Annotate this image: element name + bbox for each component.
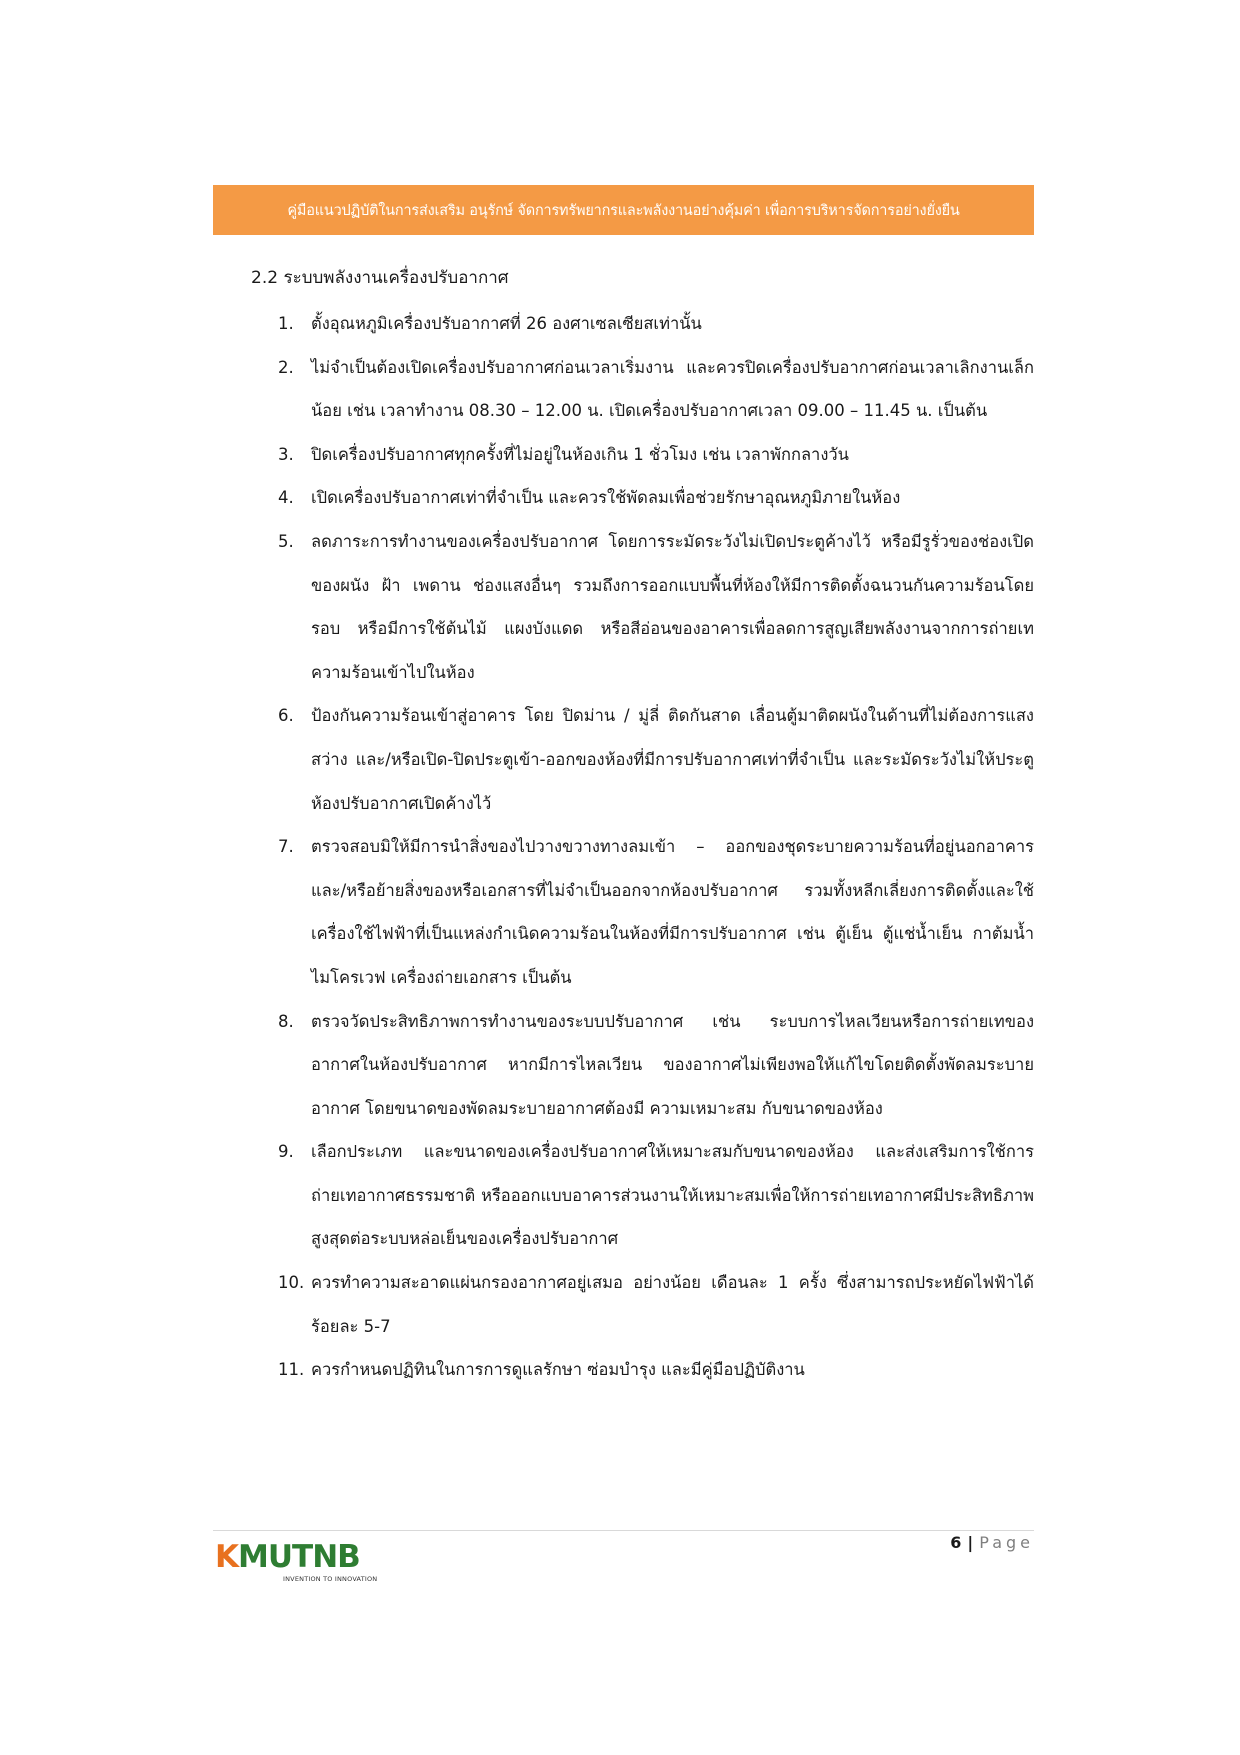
item-number: 7.	[278, 837, 294, 857]
header-band	[213, 185, 1034, 235]
list-item	[278, 1261, 1034, 1348]
item-text: ป้องกันความร้อนเข้าสู่อาคาร โดย ปิดม่าน / มู่ลี่ ติดกันสาด เลื่อนตู้มาติดผนังในด้านที่ไม่ต้องการแสงสว่าง และ/หรือเปิด-ปิดประตูเข้า-ออกของห้องที่มีการปรับอากาศเท่าที่จำเป็น และระมัดระวังไม่ให้ประตูห้องปรับอากาศเปิดค้างไว้	[311, 706, 1034, 813]
footer-divider	[213, 1530, 1034, 1531]
logo-tagline: INVENTION TO INNOVATION	[283, 1575, 378, 1583]
item-text: ควรกำหนดปฏิทินในการการดูแลรักษา ซ่อมบำรุง และมีคู่มือปฏิบัติงาน	[311, 1360, 805, 1380]
page-separator: |	[967, 1533, 974, 1552]
item-text: เลือกประเภท และขนาดของเครื่องปรับอากาศให้เหมาะสมกับขนาดของห้อง และส่งเสริมการใช้การถ่ายเทอากาศธรรมชาติ หรือออกแบบอาคารส่วนงานให้เหมาะสมเพื่อให้การถ่ายเทอากาศมีประสิทธิภาพสูงสุดต่อระบบหล่อเย็นของเครื่องปรับอากาศ	[311, 1142, 1034, 1249]
guideline-list	[278, 302, 1034, 1392]
item-text: ลดภาระการทำงานของเครื่องปรับอากาศ โดยการระมัดระวังไม่เปิดประตูค้างไว้ หรือมีรูรั่วของช่องเปิดของผนัง ฝ้า เพดาน ช่องแสงอื่นๆ รวมถึงการออกแบบพื้นที่ห้องให้มีการติดตั้งฉนวนกันความร้อนโดยรอบ หรือมีการใช้ต้นไม้ แผงบังแดด หรือสีอ่อนของอาคารเพื่อลดการสูญเสียพลังงานจากการถ่ายเทความร้อนเข้าไปในห้อง	[311, 531, 1034, 682]
logo-wordmark	[215, 1540, 360, 1574]
item-text: ตั้งอุณหภูมิเครื่องปรับอากาศที่ 26 องศาเซลเซียสเท่านั้น	[311, 314, 702, 333]
item-number: 8.	[278, 1011, 294, 1031]
section-title: 2.2 ระบบพลังงานเครื่องปรับอากาศ	[251, 268, 509, 288]
logo-k: K	[215, 1539, 239, 1575]
list-item	[278, 825, 1034, 999]
item-text: ไม่จำเป็นต้องเปิดเครื่องปรับอากาศก่อนเวลาเริ่มงาน และควรปิดเครื่องปรับอากาศก่อนเวลาเลิกงานเล็กน้อย เช่น เวลาทำงาน 08.30 – 12.00 น. เปิดเครื่องปรับอากาศเวลา 09.00 – 11.45 น. เป็นต้น	[311, 357, 1034, 421]
item-number: 1.	[278, 314, 294, 333]
list-item	[278, 346, 1034, 433]
page-number	[950, 1533, 1034, 1552]
item-number: 9.	[278, 1142, 294, 1162]
list-item	[278, 302, 1034, 346]
item-text: ตรวจสอบมิให้มีการนำสิ่งของไปวางขวางทางลมเข้า – ออกของชุดระบายความร้อนที่อยู่นอกอาคาร และ/หรือย้ายสิ่งของหรือเอกสารที่ไม่จำเป็นออกจากห้องปรับอากาศ รวมทั้งหลีกเลี่ยงการติดตั้งและใช้เครื่องใช้ไฟฟ้าที่เป็นแหล่งกำเนิดความร้อนในห้องที่มีการปรับอากาศ เช่น ตู้เย็น ตู้แช่น้ำเย็น กาต้มน้ำ ไมโครเวฟ เครื่องถ่ายเอกสาร เป็นต้น	[311, 837, 1034, 987]
list-item	[278, 520, 1034, 694]
list-item	[278, 694, 1034, 825]
list-item	[278, 1348, 1034, 1392]
item-number: 11.	[278, 1360, 305, 1380]
list-item	[278, 476, 1034, 520]
item-text: ปิดเครื่องปรับอากาศทุกครั้งที่ไม่อยู่ในห้องเกิน 1 ชั่วโมง เช่น เวลาพักกลางวัน	[311, 444, 849, 464]
kmutnb-logo	[215, 1540, 385, 1590]
page-word: Page	[979, 1533, 1034, 1552]
item-text: ตรวจวัดประสิทธิภาพการทำงานของระบบปรับอากาศ เช่น ระบบการไหลเวียนหรือการถ่ายเทของ อากาศในห้องปรับอากาศ หากมีการไหลเวียน ของอากาศไม่เพียงพอให้แก้ไขโดยติดตั้งพัดลมระบายอากาศ โดยขนาดของพัดลมระบายอากาศต้องมี ความเหมาะสม กับขนาดของห้อง	[311, 1011, 1034, 1118]
item-text: เปิดเครื่องปรับอากาศเท่าที่จำเป็น และควรใช้พัดลมเพื่อช่วยรักษาอุณหภูมิภายในห้อง	[311, 488, 901, 508]
item-number: 10.	[278, 1273, 305, 1293]
item-number: 3.	[278, 444, 294, 464]
logo-rest: MUTNB	[238, 1539, 360, 1575]
list-item	[278, 433, 1034, 477]
item-text: ควรทำความสะอาดแผ่นกรองอากาศอยู่เสมอ อย่างน้อย เดือนละ 1 ครั้ง ซึ่งสามารถประหยัดไฟฟ้าได้ร้อยละ 5-7	[311, 1273, 1034, 1336]
list-item	[278, 1000, 1034, 1131]
header-title: คู่มือแนวปฏิบัติในการส่งเสริม อนุรักษ์ จัดการทรัพยากรและพลังงานอย่างคุ้มค่า เพื่อการบริหารจัดการอย่างยั่งยืน	[287, 202, 960, 219]
page-number-value: 6	[950, 1533, 962, 1552]
item-number: 2.	[278, 357, 294, 377]
list-item	[278, 1130, 1034, 1261]
item-number: 5.	[278, 531, 294, 551]
item-number: 4.	[278, 488, 294, 508]
item-number: 6.	[278, 706, 294, 726]
